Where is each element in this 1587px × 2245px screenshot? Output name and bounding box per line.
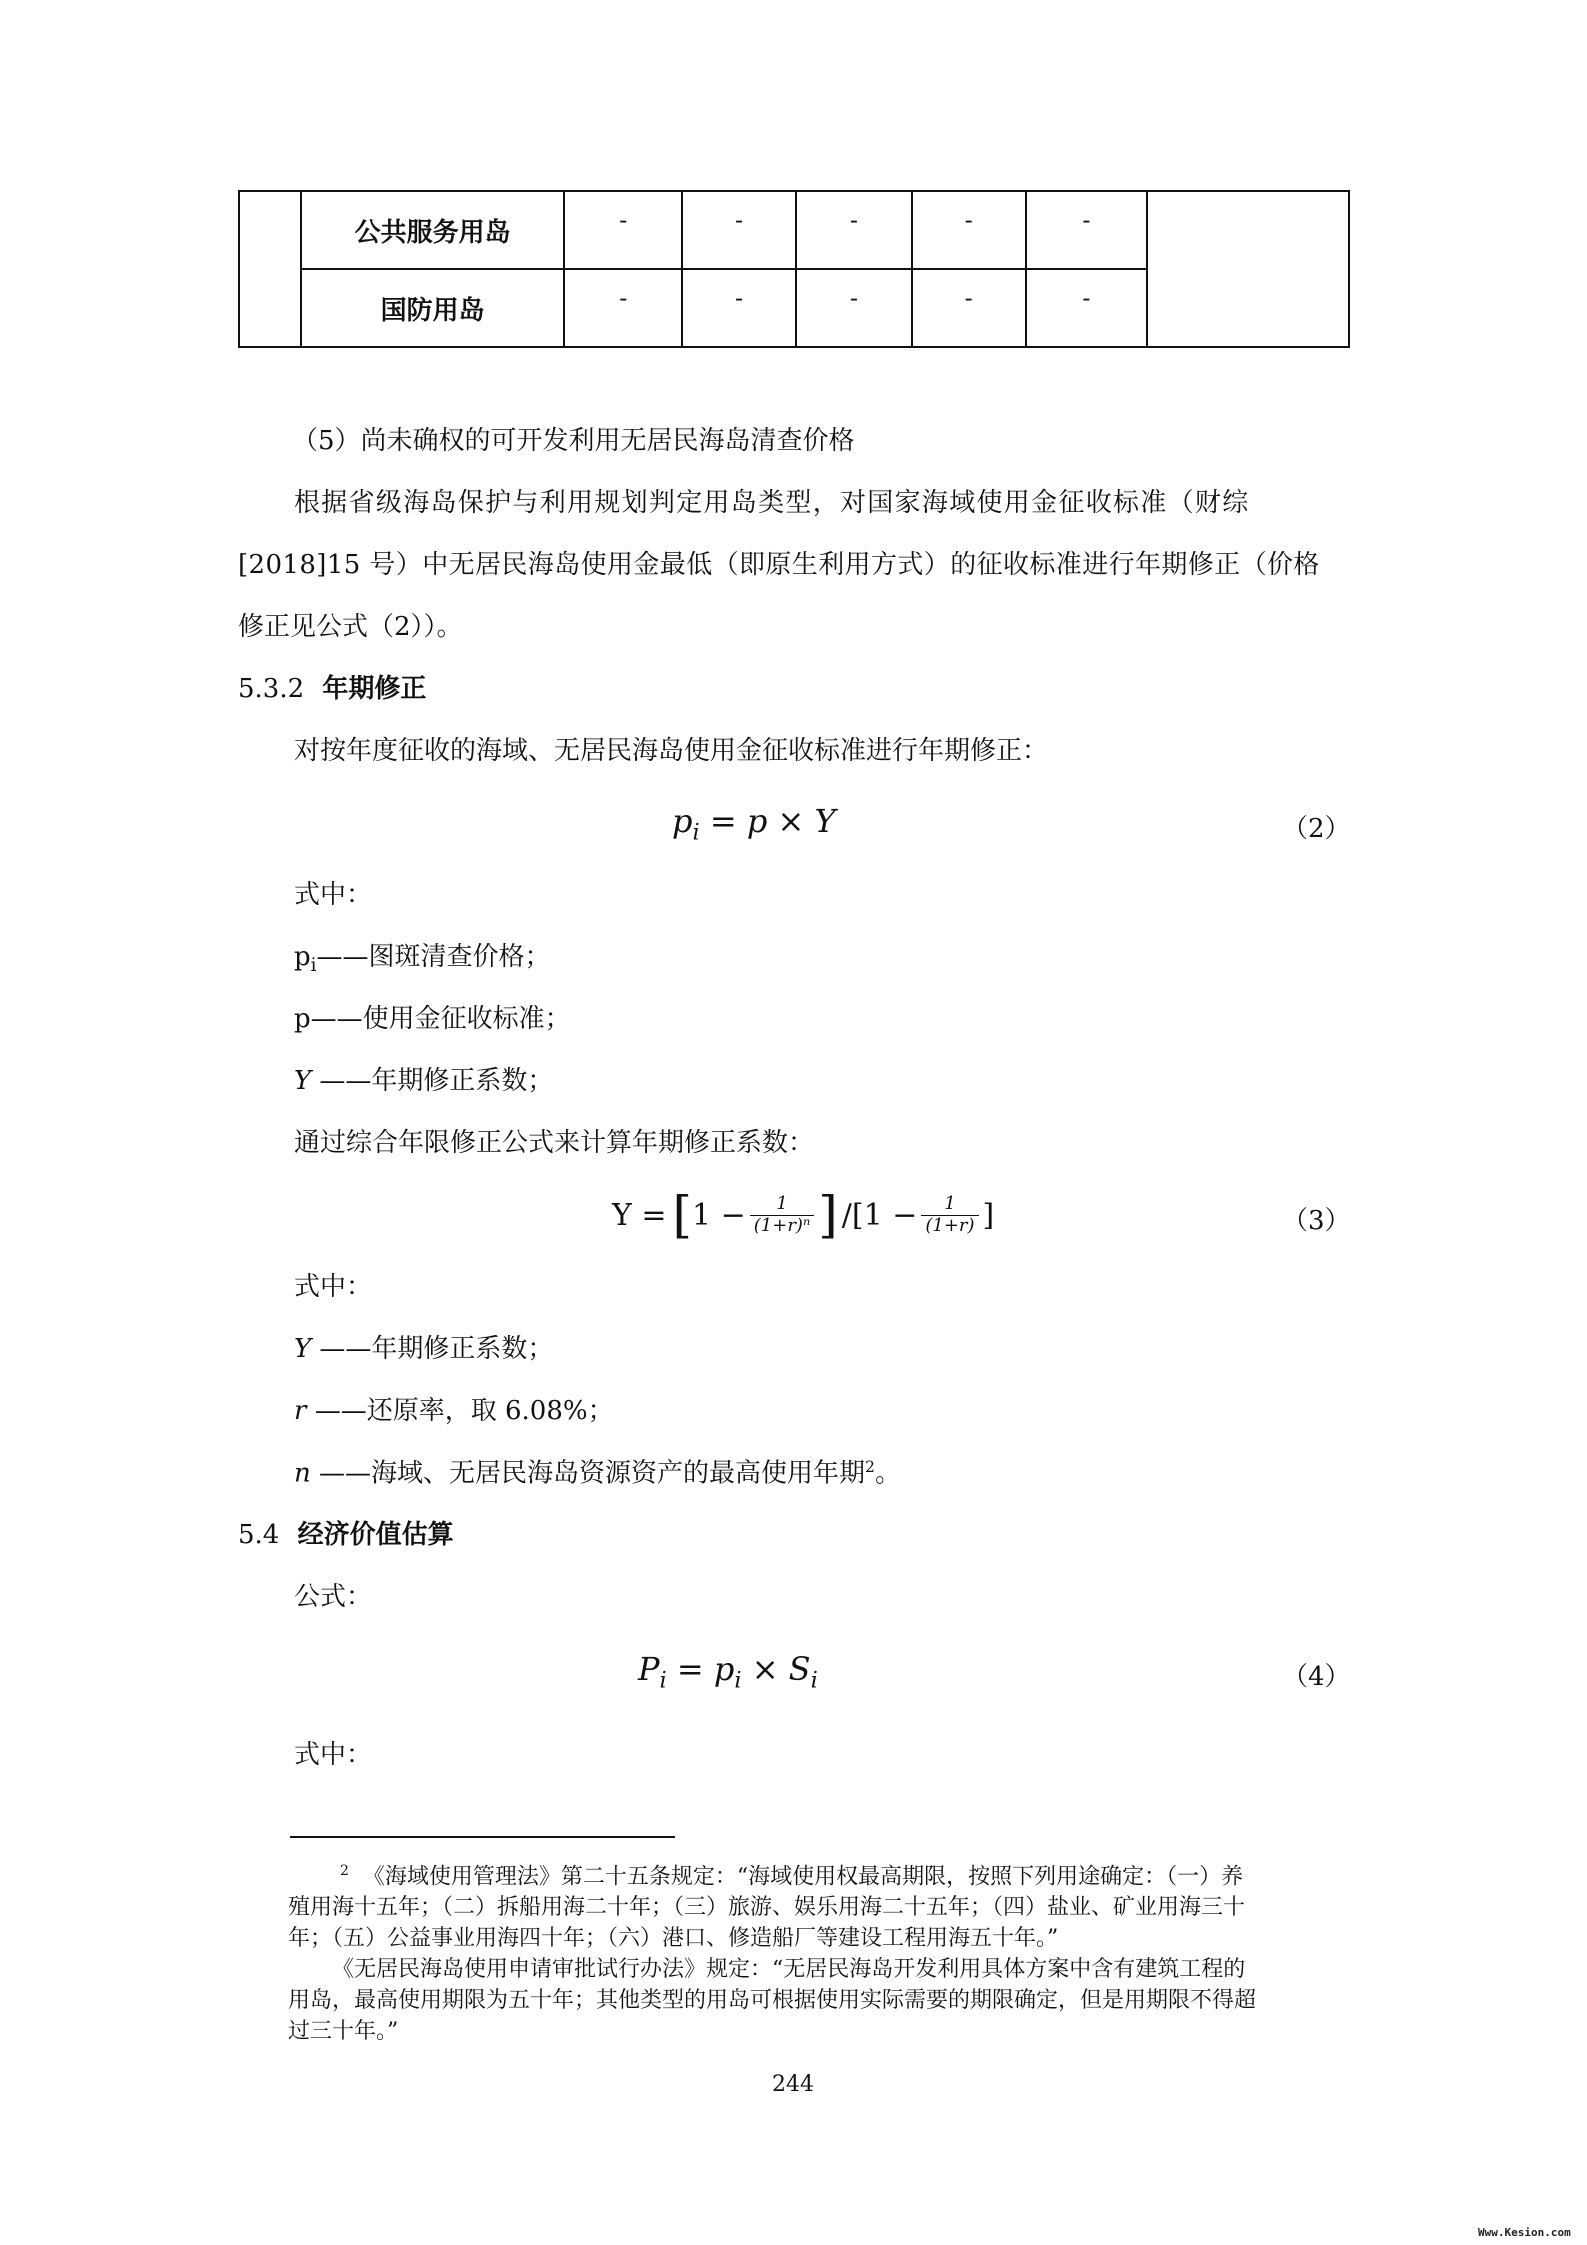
eq-fraction [921, 1194, 978, 1236]
where-label: 式中： [294, 880, 373, 910]
eq-denominator: (1+r)ⁿ [753, 1214, 811, 1236]
footnote-line [288, 1856, 1333, 1892]
formula-label: 公式： [294, 1582, 373, 1612]
table-cell: - [682, 269, 796, 347]
paragraph-line: 修正见公式（2））。 [238, 612, 463, 642]
section-title: 年期修正 [322, 674, 427, 704]
table-remark-cell [1147, 191, 1349, 347]
equation-number: （3） [1282, 1206, 1351, 1236]
def-sub: i [310, 955, 317, 977]
eq-fraction [750, 1194, 814, 1236]
def-text: ——年期修正系数； [311, 1066, 554, 1096]
table-cell: - [796, 191, 912, 269]
eq-var: P [638, 1650, 660, 1688]
footnote-rule [290, 1836, 675, 1838]
eq-bracket: ] [818, 1186, 838, 1244]
equation-2 [672, 802, 836, 845]
eq-sub: i [692, 819, 700, 846]
definition [294, 1004, 571, 1035]
definition [294, 1334, 553, 1365]
def-text: ——年期修正系数； [311, 1334, 554, 1364]
eq-sub: i [810, 1667, 818, 1694]
land-use-table [238, 190, 1350, 348]
table-cell: - [1026, 191, 1148, 269]
table-row-label: 国防用岛 [301, 269, 565, 347]
table-cell: - [564, 191, 682, 269]
eq-term: 1 − [692, 1197, 746, 1233]
def-text: ——图斑清查价格； [316, 942, 551, 972]
footnote-line: 过三十年。” [288, 2019, 399, 2045]
section-title: 经济价值估算 [297, 1520, 454, 1550]
footnote [288, 1856, 1333, 2047]
watermark: Www.Kesion.com [1478, 2226, 1571, 2239]
table-cell: - [912, 269, 1026, 347]
eq-sub: i [734, 1667, 742, 1694]
eq-bracket: ] [982, 1197, 995, 1233]
def-text: ——海域、无居民海岛资源资产的最高使用年期 [310, 1458, 866, 1489]
table-row-label: 公共服务用岛 [301, 191, 565, 269]
where-label: 式中： [294, 1272, 373, 1302]
footnote-marker: 2 [340, 1863, 349, 1879]
paragraph-line: 根据省级海岛保护与利用规划判定用岛类型，对国家海域使用金征收标准（财综 [294, 488, 1250, 518]
page-number: 244 [772, 2072, 814, 2097]
equation-number: （2） [1282, 814, 1351, 844]
where-label: 式中： [294, 1740, 373, 1770]
def-symbol: p [294, 942, 311, 972]
equation-4 [638, 1650, 818, 1693]
def-text: 。 [874, 1458, 901, 1489]
paragraph-line: 对按年度征收的海域、无居民海岛使用金征收标准进行年期修正： [294, 736, 1049, 766]
def-symbol: p [294, 1004, 311, 1034]
eq-numerator: 1 [921, 1194, 978, 1216]
item-heading: （5）尚未确权的可开发利用无居民海岛清查价格 [292, 426, 855, 456]
eq-lhs: Y = [612, 1197, 667, 1233]
table-group-cell [239, 191, 301, 347]
eq-term: /[1 − [841, 1197, 918, 1233]
def-symbol: Y [294, 1334, 312, 1364]
def-text: ——使用金征收标准； [310, 1004, 571, 1034]
section-number: 5.4 [238, 1520, 280, 1550]
def-text: ——还原率，取 6.08%； [306, 1396, 614, 1426]
section-number: 5.3.2 [238, 674, 305, 704]
def-symbol: Y [294, 1066, 312, 1096]
table-cell: - [1026, 269, 1148, 347]
eq-sub: i [659, 1667, 667, 1694]
footnote-line: 《无居民海岛使用申请审批试行办法》规定：“无居民海岛开发利用具体方案中含有建筑工程的 [332, 1957, 1246, 1983]
eq-term: × S [751, 1650, 811, 1688]
table-row [239, 191, 1349, 269]
eq-term: = p [676, 1650, 735, 1688]
footnote-line: 用岛，最高使用期限为五十年；其他类型的用岛可根据使用实际需要的期限确定，但是用期限不得超 [288, 1988, 1257, 2014]
eq-rhs: = p × Y [709, 802, 836, 840]
footnote-ref[interactable]: 2 [865, 1458, 875, 1476]
section-heading [238, 674, 426, 705]
equation-number: （4） [1282, 1662, 1351, 1692]
footnote-line: 殖用海十五年；（二）拆船用海二十年；（三）旅游、娱乐用海二十五年；（四）盐业、矿业用海三十 [288, 1895, 1246, 1921]
eq-var: p [672, 802, 693, 840]
table-cell: - [682, 191, 796, 269]
footnote-line: 年；（五）公益事业用海四十年；（六）港口、修造船厂等建设工程用海五十年。” [288, 1926, 1059, 1952]
table-cell: - [796, 269, 912, 347]
table-cell: - [564, 269, 682, 347]
def-symbol: n [294, 1458, 311, 1489]
definition [294, 1458, 901, 1490]
paragraph-line: 通过综合年限修正公式来计算年期修正系数： [294, 1128, 815, 1158]
equation-3 [612, 1186, 994, 1244]
section-heading [238, 1520, 454, 1551]
paragraph-line: [2018]15 号）中无居民海岛使用金最低（即原生利用方式）的征收标准进行年期修正（价格 [238, 550, 1320, 580]
eq-bracket: [ [672, 1186, 692, 1244]
definition [294, 1066, 553, 1097]
footnote-text: 《海域使用管理法》第二十五条规定：“海域使用权最高期限，按照下列用途确定：（一）养 [362, 1864, 1244, 1890]
eq-denominator: (1+r) [925, 1214, 975, 1236]
definition [294, 942, 551, 977]
definition [294, 1396, 614, 1427]
table-cell: - [912, 191, 1026, 269]
def-symbol: r [294, 1396, 307, 1426]
eq-numerator: 1 [750, 1194, 814, 1216]
